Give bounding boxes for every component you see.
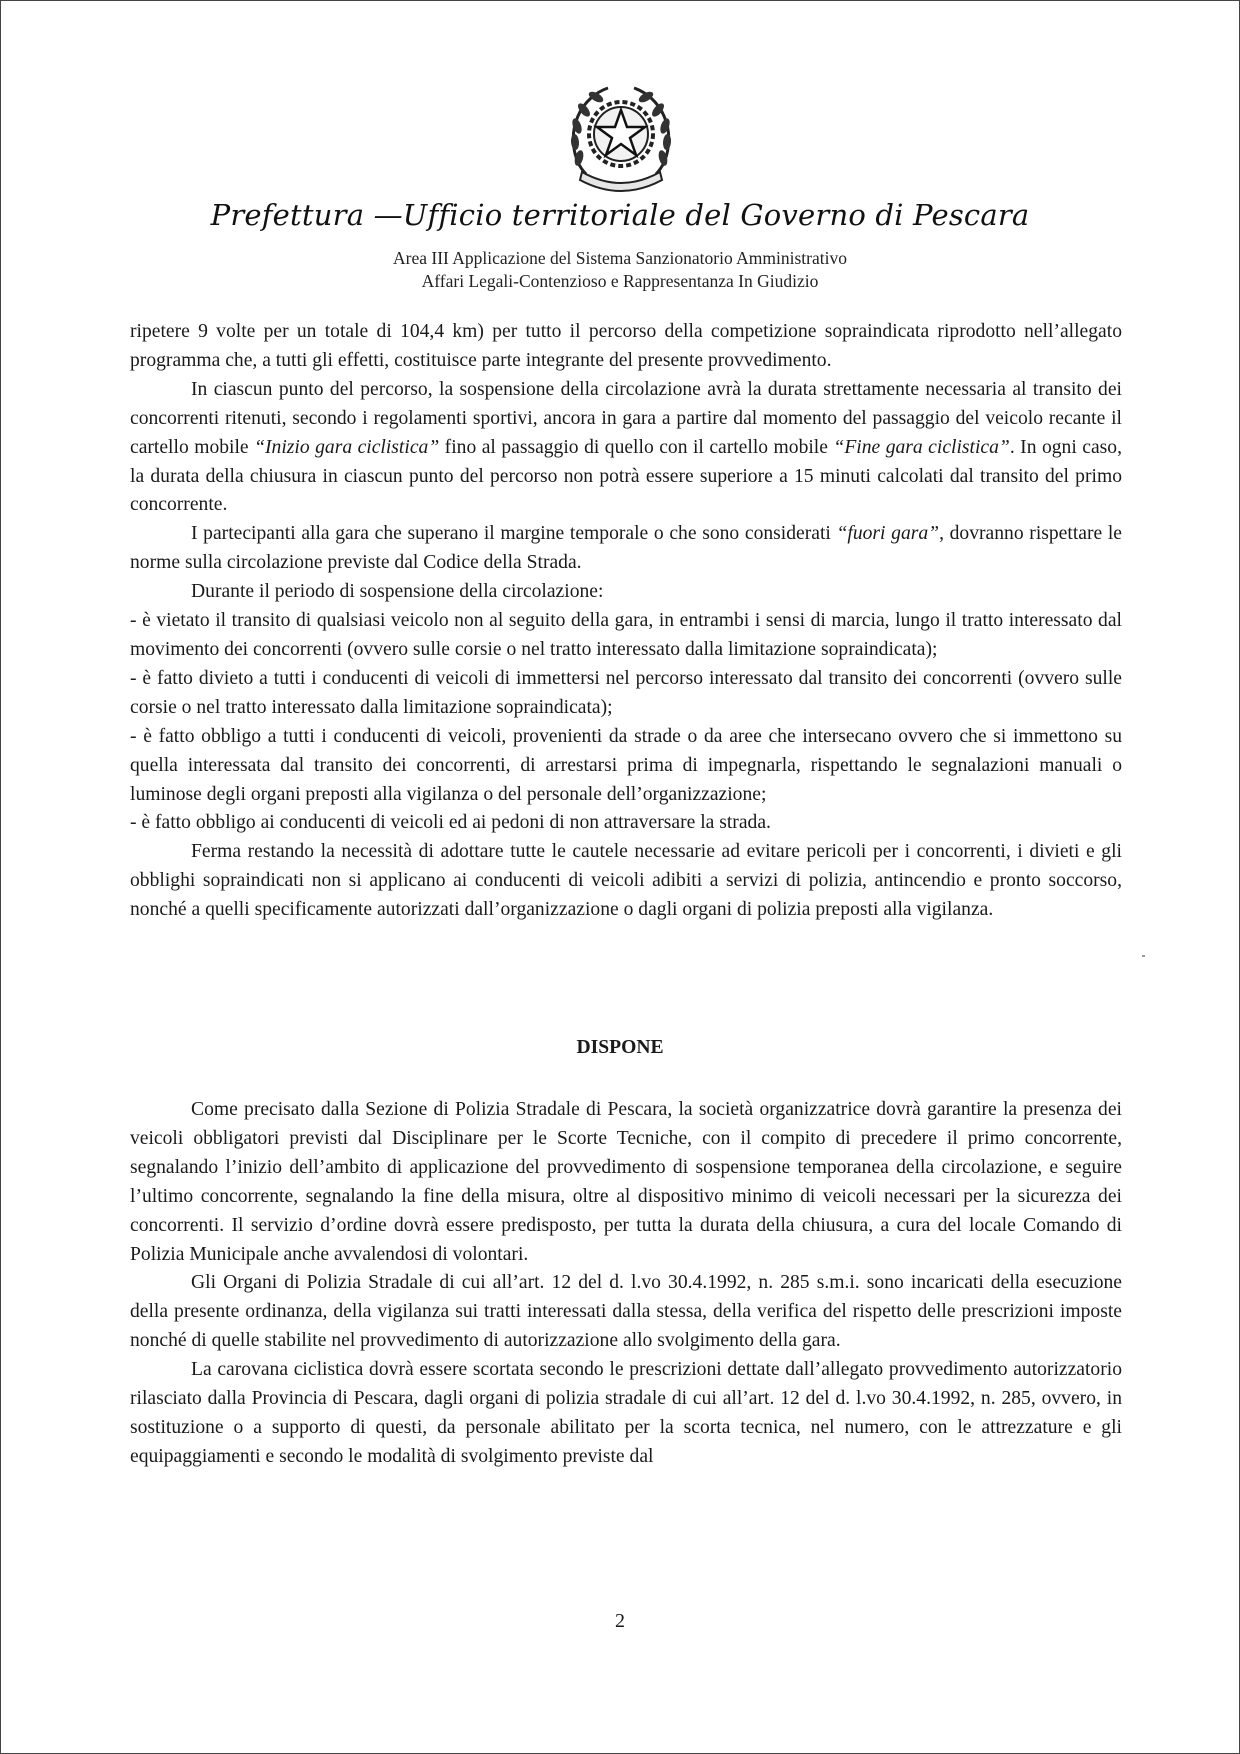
paragraph: Durante il periodo di sospensione della circolazione: [191, 581, 604, 603]
paragraph: In ciascun punto del percorso, la sospensione della circolazione avrà la durata strettamente necessaria al transito dei concorrenti ritenuti, secondo i regolamenti sportivi, ancora in gara a partire dal momento del passaggio del veicolo recante il cartello mobile “Inizio gara ciclistica” fino al passaggio di quello con il cartello mobile “Fine gara ciclistica”. In ogni caso, la durata della chiusura in ciascun punto del percorso non potrà essere superiore a 15 minuti calcolati dal transito del primo concorrente. [130, 378, 1122, 516]
paragraph: ripetere 9 volte per un totale di 104,4 km) per tutto il percorso della competizione sopraindicata riprodotto nell’allegato programma che, a tutti gli effetti, costituisce parte integrante del presente provvedimento. [130, 321, 1122, 371]
paragraph: Gli Organi di Polizia Stradale di cui all’art. 12 del d. l.vo 30.4.1992, n. 285 s.m.i. sono incaricati della esecuzione della presente ordinanza, della vigilanza sui tratti interessati dalla stessa, della verifica del rispetto delle prescrizioni imposte nonché di quelle stabilite nel provvedimento di autorizzazione allo svolgimento della gara. [130, 1272, 1122, 1352]
scan-speck [1142, 955, 1145, 957]
paragraph: La carovana ciclistica dovrà essere scortata secondo le prescrizioni dettate dall’allegato provvedimento autorizzatorio rilasciato dalla Provincia di Pescara, dagli organi di polizia stradale di cui all’art. 12 del d. l.vo 30.4.1992, n. 285, ovvero, in sostituzione o a supporto di questi, da personale abilitato per la scorta tecnica, nel numero, con le attrezzature e gli equipaggiamenti e secondo le modalità di svolgimento previste dal [130, 1359, 1122, 1467]
paragraph: I partecipanti alla gara che superano il margine temporale o che sono considerati “fuori gara”, dovranno rispettare le norme sulla circolazione previste dal Codice della Strada. [130, 523, 1122, 574]
page-number: 2 [615, 1610, 625, 1632]
list-item: - è fatto obbligo a tutti i conducenti di veicoli, provenienti da strade o da aree che intersecano ovvero che si immettono su quella interessata dal transito dei concorrenti, di arrestarsi prima di impegnarla, rispettando le segnalazioni manuali o luminose degli organi preposti alla vigilanza o del personale dell’organizzazione; [130, 725, 1122, 805]
list-item: - è fatto obbligo ai conducenti di veicoli ed ai pedoni di non attraversare la strada. [130, 812, 771, 834]
section-heading: DISPONE [576, 1037, 664, 1058]
body-section-1 [130, 318, 1122, 925]
italian-republic-emblem-icon [568, 82, 674, 194]
body-section-2 [130, 1096, 1122, 1472]
department-subtitle: Area III Applicazione del Sistema Sanzionatorio Amministrativo [393, 248, 847, 268]
paragraph: Ferma restando la necessità di adottare tutte le cautele necessarie ad evitare pericoli per i concorrenti, i divieti e gli obblighi sopraindicati non si applicano ai conducenti di veicoli adibiti a servizi di polizia, antincendio e pronto soccorso, nonché a quelli specificamente autorizzati dall’organizzazione o dagli organi di polizia preposti alla vigilanza. [130, 841, 1122, 921]
office-subtitle: Affari Legali-Contenzioso e Rappresentanza In Giudizio [421, 271, 819, 291]
office-title: Prefettura —Ufficio territoriale del Governo di Pescara [210, 198, 1030, 232]
list-item: - è vietato il transito di qualsiasi veicolo non al seguito della gara, in entrambi i sensi di marcia, lungo il tratto interessato dal movimento dei concorrenti (ovvero sulle corsie o nel tratto interessato dalla limitazione sopraindicata); [130, 610, 1122, 660]
paragraph: Come precisato dalla Sezione di Polizia Stradale di Pescara, la società organizzatrice dovrà garantire la presenza dei veicoli obbligatori previsti dal Disciplinare per le Scorte Tecniche, con il compito di precedere il primo concorrente, segnalando l’inizio dell’ambito di applicazione del provvedimento di sospensione temporanea della circolazione, e seguire l’ultimo concorrente, segnalando la fine della misura, oltre al dispositivo minimo di veicoli necessari per la sicurezza dei concorrenti. Il servizio d’ordine dovrà essere predisposto, per tutta la durata della chiusura, a cura del locale Comando di Polizia Municipale anche avvalendosi di volontari. [130, 1099, 1122, 1265]
list-item: - è fatto divieto a tutti i conducenti di veicoli di immettersi nel percorso interessato dal transito dei concorrenti (ovvero sulle corsie o nel tratto interessato dalla limitazione sopraindicata); [130, 667, 1122, 718]
